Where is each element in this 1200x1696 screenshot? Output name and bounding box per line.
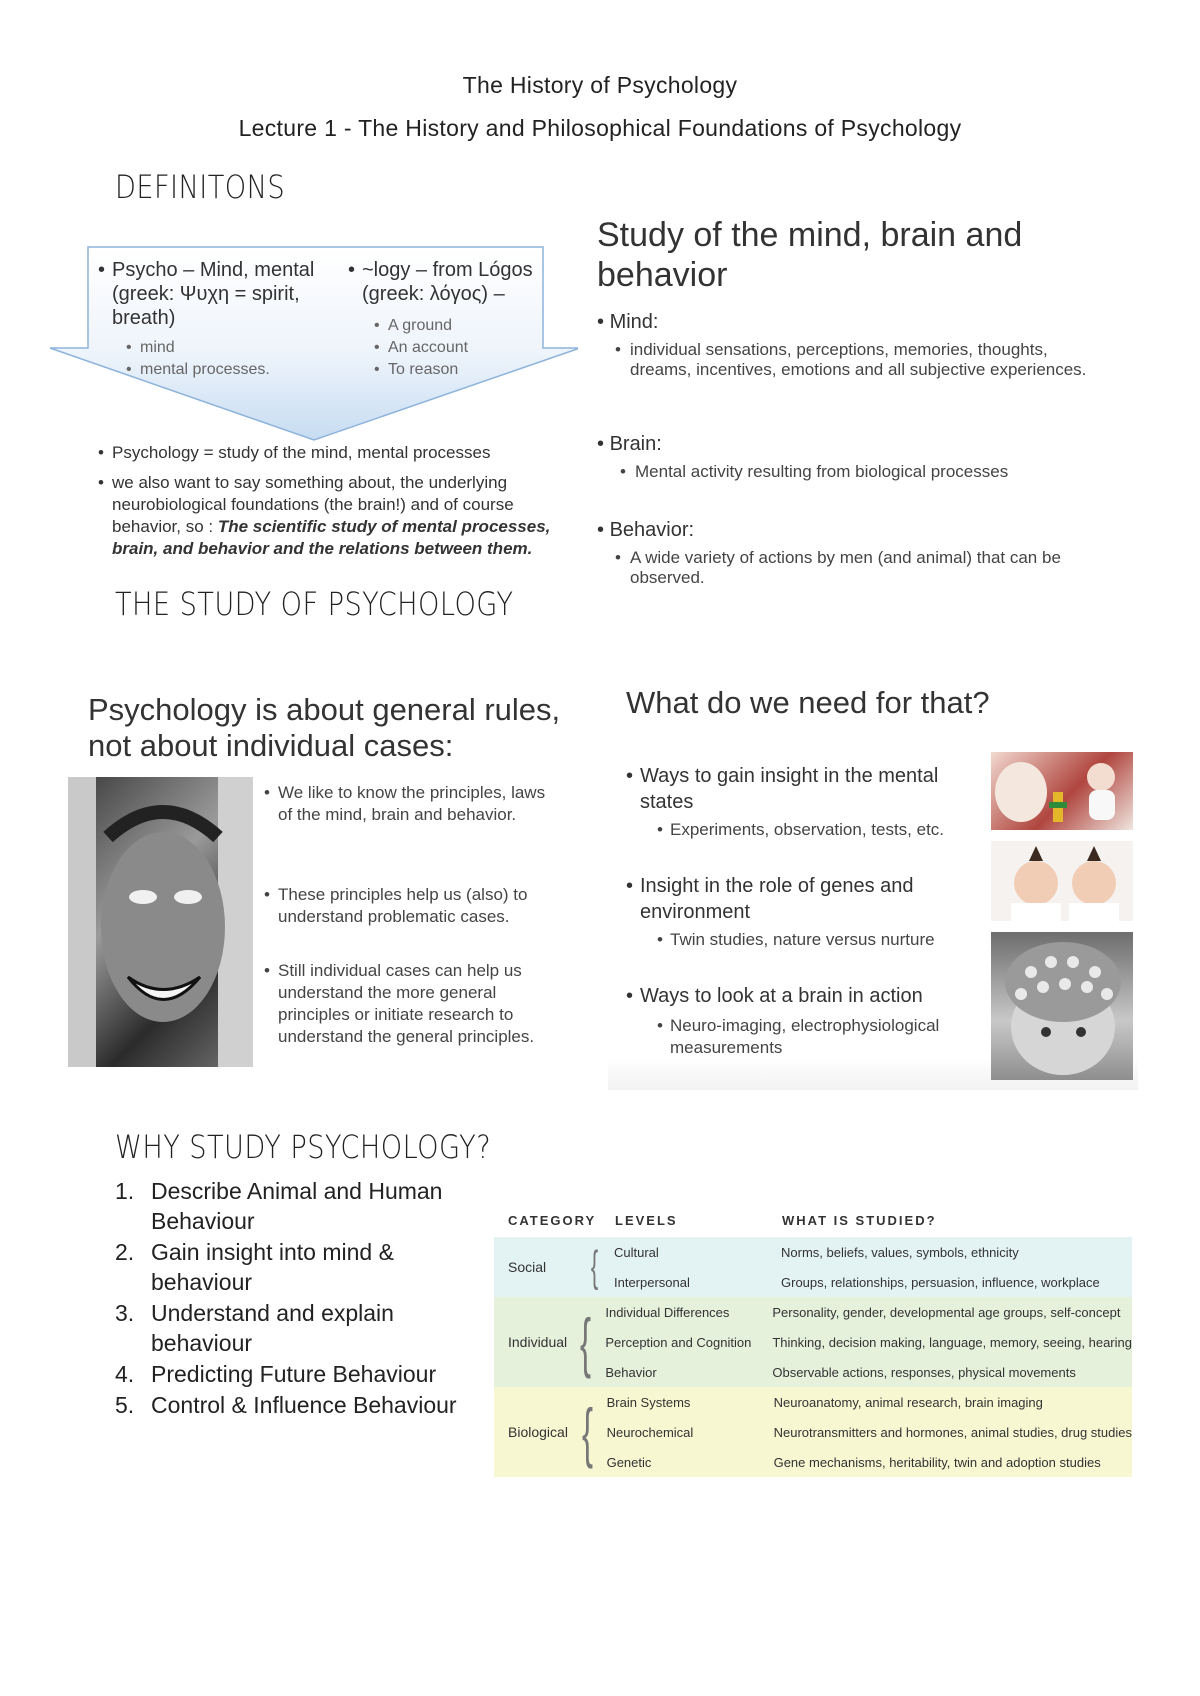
list-item: 2. Gain insight into mind & behaviour <box>115 1239 394 1295</box>
scientific-definition-bold: The scientific study of mental processes, brain, and behavior and the relations between them. <box>112 517 551 558</box>
section-heading-why: WHY STUDY PSYCHOLOGY? <box>115 1128 492 1166</box>
studied-cell: Neurotransmitters and hormones, animal studies, drug studies <box>773 1424 1132 1440</box>
brain-text: Mental activity resulting from biological processes <box>635 462 1009 481</box>
brace-icon: { <box>590 1242 599 1291</box>
psychology-definition: Psychology = study of the mind, mental processes <box>112 443 491 462</box>
category-cell: Social <box>508 1259 547 1275</box>
behavior-label: Behavior: <box>609 519 695 541</box>
need-item-3: Ways to look at a brain in action <box>640 985 923 1007</box>
section-heading-study: THE STUDY OF PSYCHOLOGY <box>115 585 514 623</box>
table-body <box>494 1237 1132 1477</box>
logy-sub-account: An account <box>388 339 469 356</box>
need-item-2-sub: Twin studies, nature versus nurture <box>670 930 935 949</box>
level-cell: Individual Differences <box>605 1304 730 1320</box>
list-item: 3. Understand and explain behaviour <box>115 1300 394 1356</box>
table-row <box>592 1327 1132 1357</box>
level-cell: Brain Systems <box>606 1394 691 1410</box>
brain-label: Brain: <box>609 433 662 455</box>
behavior-text: A wide variety of actions by men (and animal) that can be observed. <box>630 548 1061 587</box>
general-rules-slide: Psychology is about general rules, not about individual cases: • We like to know the principles, laws of the mind, brain and behavior. • These principles help us (also) to understand problematic cases. • Still individual cases can help us understand the more general principles or initiate research to understand the general principles. <box>68 692 588 1072</box>
twins-photo <box>991 841 1133 921</box>
list-item: 4. Predicting Future Behaviour <box>115 1361 437 1387</box>
document-title: The History of Psychology <box>462 72 738 98</box>
baby-toy-image-icon <box>991 752 1133 830</box>
baby-playing-photo <box>991 752 1133 830</box>
header-levels: LEVELS <box>615 1212 678 1228</box>
table-row <box>601 1237 1132 1267</box>
category-cell: Individual <box>508 1334 568 1350</box>
need-item-2: Insight in the role of genes and environment <box>640 875 914 923</box>
level-cell: Behavior <box>605 1364 657 1380</box>
table-row <box>592 1357 1132 1387</box>
logy-sub-ground: A ground <box>388 317 453 334</box>
face-image-icon <box>68 777 253 1067</box>
studied-cell: Personality, gender, developmental age groups, self-concept <box>772 1304 1121 1320</box>
studied-cell: Gene mechanisms, heritability, twin and adoption studies <box>773 1454 1101 1470</box>
list-item: 5. Control & Influence Behaviour <box>115 1392 457 1418</box>
need-item-1-sub: Experiments, observation, tests, etc. <box>670 820 945 839</box>
studied-cell: Neuroanatomy, animal research, brain imaging <box>773 1394 1043 1410</box>
table-row <box>592 1297 1132 1327</box>
table-row <box>594 1417 1132 1447</box>
rules-bullet-1: We like to know the principles, laws of the mind, brain and behavior. <box>278 783 546 824</box>
header-category: CATEGORY <box>508 1212 597 1228</box>
rules-bullet-3: Still individual cases can help us understand the more general principles or initiate research to understand the general principles. <box>278 961 535 1046</box>
eeg-cap-image-icon <box>991 932 1133 1080</box>
logy-definition: ~logy – from Lógos (greek: λόγος) – <box>362 259 533 305</box>
slide-heading-study: Study of the mind, brain and behavior <box>597 216 1023 294</box>
table-row <box>594 1387 1132 1417</box>
definitions-slide: • Psycho – Mind, mental (greek: Ψυχη = spirit, breath) • mind • mental processes. • ~logy – from Lógos (greek: λόγος) – • A ground • An account • To reason • Psychology = study of the mind, mental processes • we also want to say something about, the underlying neurobiological foundations (the brain!) and of course behavior, so : The scientific study of mental processes, brain, and behavior and the relations between them. <box>48 240 578 570</box>
level-cell: Cultural <box>614 1244 659 1260</box>
category-cell: Biological <box>508 1424 568 1440</box>
scientific-definition: we also want to say something about, the underlying neurobiological foundations (the brain!) and of course behavior, so : <box>112 473 514 536</box>
logy-sub-reason: To reason <box>388 361 459 378</box>
table-group <box>494 1387 1132 1477</box>
rules-bullet-2: These principles help us (also) to understand problematic cases. <box>278 885 528 926</box>
brace-icon: { <box>580 1305 592 1379</box>
what-do-we-need-slide: What do we need for that? • Ways to gain insight in the mental states • Experiments, observation, tests, etc. • Insight in the role of genes and environment • Twin studies, nature versus nurture • Ways to look at a brain in action • Neuro-imaging, electrophysiological measurements <box>608 685 1138 1090</box>
mind-brain-behavior-slide: Study of the mind, brain and behavior • Mind: • individual sensations, perceptions, memories, thoughts, dreams, incentives, emotions and all subjective experiences. • Brain: • Mental activity resulting from biological processes • Behavior: • A wide variety of actions by men (and animal) that can be observed. <box>597 216 1087 587</box>
studied-cell: Norms, beliefs, values, symbols, ethnicity <box>781 1244 1019 1260</box>
studied-cell: Thinking, decision making, language, memory, seeing, hearing <box>772 1334 1132 1350</box>
level-cell: Neurochemical <box>606 1424 694 1440</box>
eeg-baby-photo <box>991 932 1133 1080</box>
list-item: 1. Describe Animal and Human Behaviour <box>115 1178 443 1234</box>
need-item-3-sub: Neuro-imaging, electrophysiological measurements <box>670 1016 940 1057</box>
mind-text: individual sensations, perceptions, memories, thoughts, dreams, incentives, emotions and all subjective experiences. <box>630 340 1087 379</box>
why-list <box>115 1176 475 1420</box>
document-subtitle: Lecture 1 - The History and Philosophical Foundations of Psychology <box>238 115 962 141</box>
psycho-sub-mind: mind <box>140 339 175 356</box>
studied-cell: Observable actions, responses, physical movements <box>772 1364 1076 1380</box>
slide-heading-need: What do we need for that? <box>626 685 990 720</box>
table-header <box>494 1203 1132 1237</box>
table-group <box>494 1297 1132 1387</box>
twins-image-icon <box>991 841 1133 921</box>
table-row <box>601 1267 1132 1297</box>
levels-of-analysis-table <box>494 1203 1132 1477</box>
studied-cell: Groups, relationships, persuasion, influence, workplace <box>781 1274 1100 1290</box>
header-studied: WHAT IS STUDIED? <box>782 1212 937 1228</box>
level-cell: Genetic <box>606 1454 652 1470</box>
table-row <box>594 1447 1132 1477</box>
need-item-1: Ways to gain insight in the mental states <box>640 765 939 813</box>
level-cell: Interpersonal <box>614 1274 690 1290</box>
table-group <box>494 1237 1132 1297</box>
portrait-photo <box>68 777 253 1067</box>
level-cell: Perception and Cognition <box>605 1334 752 1350</box>
brace-icon: { <box>581 1395 593 1469</box>
psycho-definition: Psycho – Mind, mental (greek: Ψυχη = spirit, breath) <box>112 259 315 329</box>
section-heading-definitions: DEFINITONS <box>115 168 286 206</box>
mind-label: Mind: <box>609 311 659 333</box>
slide-heading-rules: Psychology is about general rules, not about individual cases: <box>88 692 561 763</box>
psycho-sub-processes: mental processes. <box>140 361 270 378</box>
